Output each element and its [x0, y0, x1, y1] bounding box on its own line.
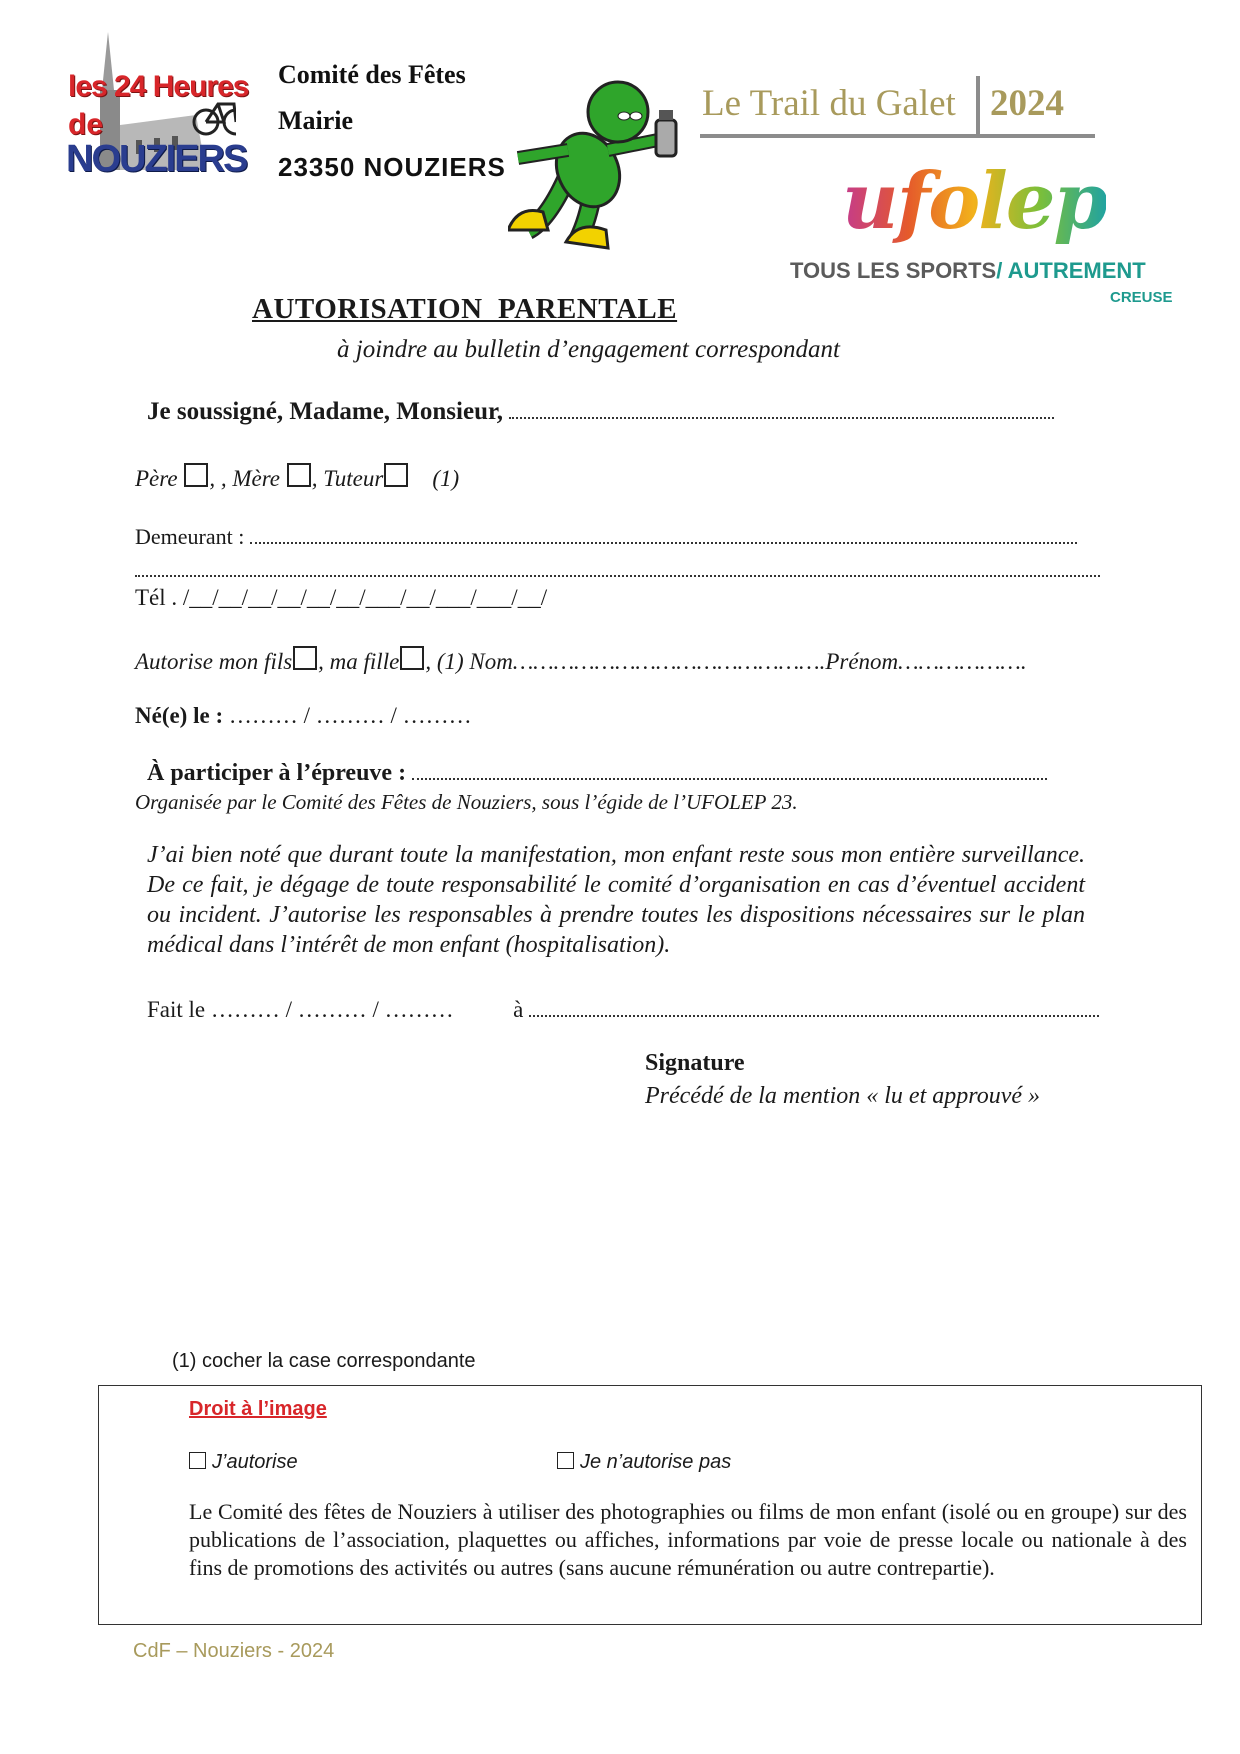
signature-block — [645, 1050, 1040, 1110]
image-rights-box — [98, 1385, 1202, 1625]
birthdate-field[interactable]: ……… / ……… / ……… — [228, 703, 472, 728]
image-yes-label: J’autorise — [212, 1451, 298, 1473]
fait-le-field[interactable]: Fait le ……… / ……… / ……… — [147, 997, 454, 1022]
page-title: AUTORISATION PARENTALE — [252, 293, 678, 325]
organizer-name: Comité des Fêtes — [278, 60, 466, 89]
child-row — [135, 646, 1027, 675]
pere-label: Père — [135, 466, 178, 491]
demeurant-row — [135, 524, 1077, 550]
image-rights-heading: Droit à l’image — [189, 1398, 327, 1420]
address-field-1[interactable] — [250, 524, 1077, 544]
tuteur-checkbox[interactable] — [384, 463, 408, 487]
image-rights-text: Le Comité des fêtes de Nouziers à utiliser des photographies ou films de mon enfant (isolé ou en groupe) sur des publications de l’association, plaquettes ou affiches, informations par voie de presse locale ou nationale à des fins de promotions des activités ou autres (sans aucune rémunération ou autre contrepartie). — [189, 1499, 1187, 1580]
event-name: Le Trail du Galet — [702, 83, 956, 124]
logo-line-2: de — [68, 108, 104, 141]
image-rights-no[interactable] — [557, 1451, 731, 1474]
fait-a-label: à — [513, 997, 524, 1022]
image-no-label: Je n’autorise pas — [580, 1451, 732, 1473]
signature-title: Signature — [645, 1050, 745, 1076]
ufolep-tagline: TOUS LES SPORTS/ AUTREMENT — [790, 258, 1146, 283]
ufolep-tag-2: AUTREMENT — [1007, 258, 1146, 283]
birthdate-row — [135, 703, 472, 729]
runner-mascot-icon — [508, 80, 718, 260]
epreuve-field[interactable] — [412, 760, 1047, 780]
logo-line-1: les 24 Heures — [68, 70, 249, 103]
ufolep-wordmark — [842, 156, 1106, 247]
mere-checkbox[interactable] — [287, 463, 311, 487]
fait-row — [147, 997, 1099, 1023]
note-ref: (1) — [432, 466, 460, 491]
soussigne-label: Je soussigné, Madame, Monsieur, — [147, 398, 504, 425]
bicycle-icon — [194, 104, 236, 134]
mere-label: , Mère — [220, 466, 281, 491]
responsibility-paragraph: J’ai bien noté que durant toute la manifestation, mon enfant reste sous mon entière surveillance. De ce fait, je dégage de toute responsabilité le comité d’organisation en cas d’éventuel accident ou incident. J’autorise les responsables à prendre toutes les dispositions nécessaires sur le plan médical dans l’intérêt de mon enfant (hospitalisation). — [147, 842, 1085, 958]
tel-row — [135, 585, 547, 611]
organizer-address: 23350 NOUZIERS — [278, 152, 506, 182]
logo-line-3: NOUZIERS — [66, 138, 247, 180]
signature-mention: Précédé de la mention « lu et approuvé » — [645, 1083, 1040, 1109]
soussigne-field[interactable] — [509, 399, 1054, 419]
image-yes-checkbox[interactable] — [189, 1452, 206, 1469]
ufolep-region: CREUSE — [1110, 289, 1173, 306]
fils-checkbox[interactable] — [293, 646, 317, 670]
nom-prenom-field[interactable]: , (1) Nom……………………………………….Prénom………………. — [425, 649, 1027, 674]
organizer-block — [278, 52, 506, 190]
address-row-2 — [135, 557, 1100, 583]
ufolep-word: ufolep — [842, 156, 1107, 247]
birthdate-label: Né(e) le : — [135, 703, 224, 728]
soussigne-row — [147, 398, 1054, 426]
image-rights-yes[interactable] — [189, 1451, 298, 1474]
logo-24-heures-nouziers — [66, 30, 271, 180]
footnote: (1) cocher la case correspondante — [172, 1350, 476, 1372]
parent-role-row: Père , , Mère , Tuteur (1) — [135, 463, 459, 492]
fille-checkbox[interactable] — [400, 646, 424, 670]
epreuve-row — [147, 760, 1047, 787]
page-subtitle: à joindre au bulletin d’engagement correspondant — [337, 336, 840, 363]
header-separator — [976, 76, 980, 138]
organised-by: Organisée par le Comité des Fêtes de Nouziers, sous l’égide de l’UFOLEP 23. — [135, 790, 798, 814]
address-field-2[interactable] — [135, 563, 1100, 577]
fils-label: Autorise mon fils — [135, 649, 293, 674]
organizer-mairie: Mairie — [278, 106, 354, 135]
event-year: 2024 — [990, 83, 1064, 124]
fille-label: , ma fille — [318, 649, 400, 674]
demeurant-label: Demeurant : — [135, 524, 245, 549]
fait-a-field[interactable] — [529, 997, 1099, 1017]
ufolep-logo — [790, 156, 1180, 308]
header-rule — [700, 134, 1095, 138]
ufolep-tag-1: TOUS LES SPORTS — [790, 258, 997, 283]
image-no-checkbox[interactable] — [557, 1452, 574, 1469]
tuteur-label: , Tuteur — [311, 466, 384, 491]
tel-field[interactable]: Tél . /__/__/__/__/__/__/___/__/___/___/__/ — [135, 585, 548, 610]
epreuve-label: À participer à l’épreuve : — [147, 760, 407, 786]
pere-checkbox[interactable] — [184, 463, 208, 487]
page-footer: CdF – Nouziers - 2024 — [133, 1640, 335, 1662]
